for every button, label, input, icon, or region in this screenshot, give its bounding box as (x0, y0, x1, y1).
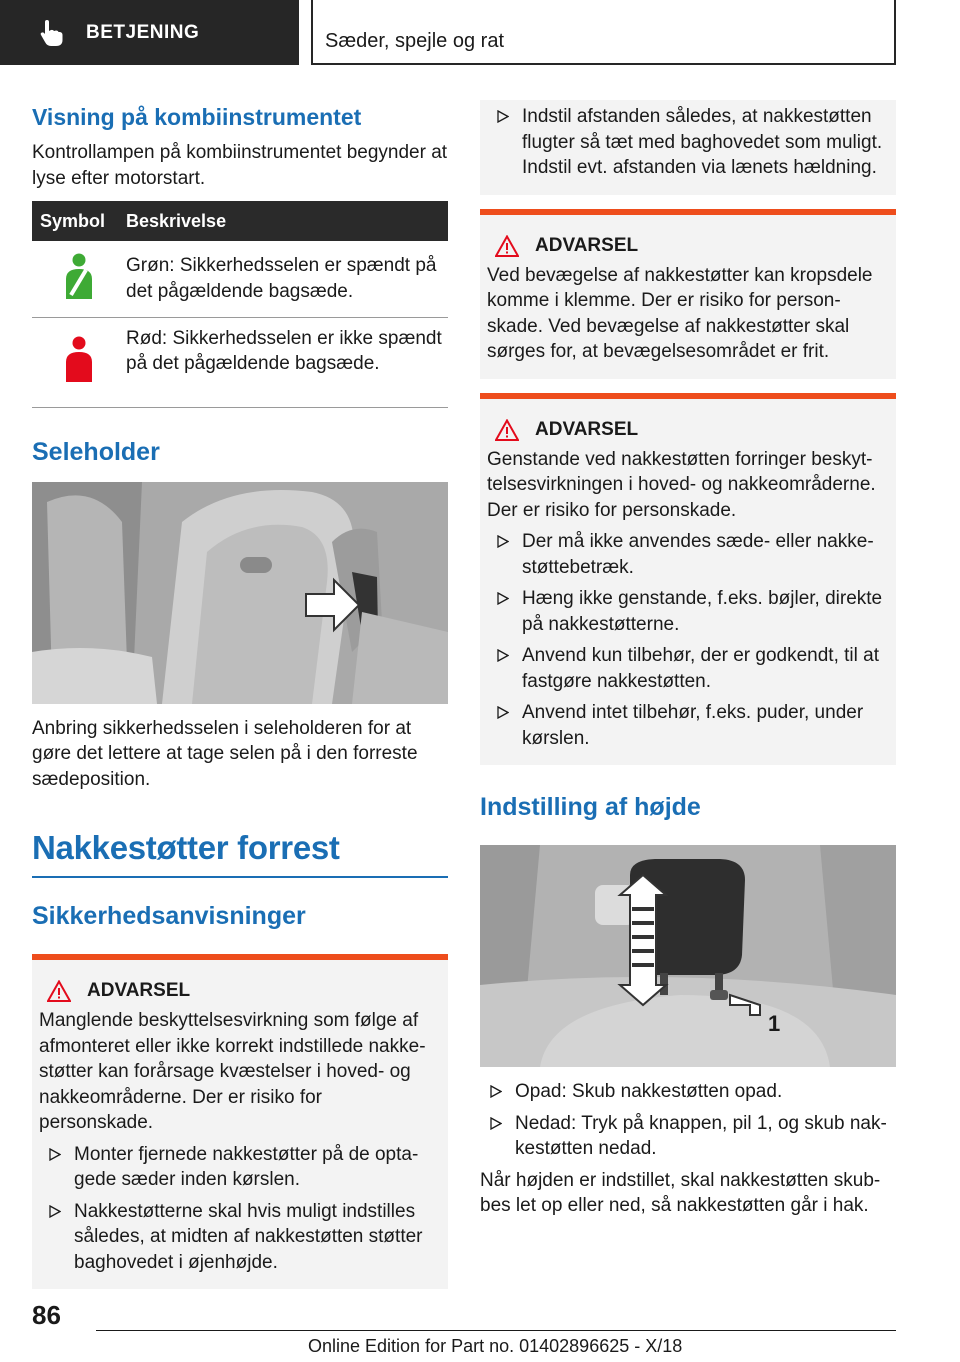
chapter-title: Sæder, spejle og rat (325, 30, 504, 52)
triangle-bullet-icon (490, 1085, 502, 1098)
display-paragraph: Kontrollampen på kombiinstrumentet begynder at lyse efter motorstart. (32, 142, 448, 189)
headrest-photo (480, 845, 896, 1067)
seatbelt-holder-paragraph: Anbring sikkerhedsselen i seleholderen for at gøre det lettere at tage selen på i den forreste sædeposition. (32, 717, 418, 790)
triangle-bullet-icon (497, 592, 509, 605)
display-heading: Visning på kombiinstrumentet (32, 104, 362, 130)
symbol-table (32, 201, 448, 408)
right-column (480, 100, 896, 1219)
left-column (32, 100, 448, 1289)
list-item-text: Indstil afstanden således, at nakkestøtten flugter så tæt med baghovedet som muligt. Indstil evt. afstanden via lænets hældning. (522, 106, 883, 178)
list-item (487, 529, 888, 580)
list-item-text: Hæng ikke genstande, f.eks. bøjler, direkte på nakkestøtterne. (522, 588, 883, 635)
heading-rule (32, 876, 448, 878)
continued-box (480, 100, 896, 195)
table-header-description: Beskrivelse (126, 201, 448, 241)
warning-label: ADVARSEL (535, 418, 639, 440)
triangle-bullet-icon (49, 1148, 61, 1161)
table-cell-desc: Rød: Sikkerhedsselen er ikke spændt på det pågældende bagsæde. (126, 317, 448, 407)
triangle-bullet-icon (497, 649, 509, 662)
header-section-tab (0, 0, 299, 65)
table-row (32, 317, 448, 407)
list-item-text: Opad: Skub nakkestøtten opad. (515, 1081, 783, 1102)
warning-triangle-icon (495, 419, 519, 441)
front-headrests-heading: Nakkestøtter forrest (32, 829, 340, 866)
height-adjust-heading: Indstilling af højde (480, 793, 701, 821)
seatbelt-holder-photo (32, 482, 448, 704)
list-item (480, 1079, 896, 1105)
list-item-text: Nedad: Tryk på knappen, pil 1, og skub nakkestøtten nedad. (515, 1112, 887, 1159)
list-item-text: Der må ikke anvendes sæde- eller nakkestøttebetræk. (522, 531, 874, 578)
seat-illustration (32, 482, 448, 704)
section-title: BETJENING (86, 21, 200, 43)
list-item (487, 643, 888, 694)
callout-number: 1 (768, 1011, 781, 1036)
list-item (39, 1199, 440, 1276)
footer-edition: Online Edition for Part no. 01402896625 - X/18 (308, 1336, 683, 1356)
seatbelt-holder-heading: Seleholder (32, 437, 160, 466)
list-item (487, 104, 888, 181)
warning-text: Ved bevægelse af nakkestøtter kan kropsdele komme i klemme. Der er risiko for personskade. Ved bevægelse af nakkestøtter skal sørges for, at bevægelsesområdet er frit. (487, 264, 873, 362)
warning-triangle-icon (495, 235, 519, 257)
triangle-bullet-icon (49, 1205, 61, 1218)
warning-box (480, 209, 896, 379)
list-item (480, 1111, 896, 1162)
triangle-bullet-icon (497, 535, 509, 548)
triangle-bullet-icon (497, 706, 509, 719)
list-item (487, 586, 888, 637)
table-cell-desc: Grøn: Sikkerhedsselen er spændt på det pågældende bagsæde. (126, 241, 448, 317)
safety-heading: Sikkerhedsanvisninger (32, 902, 306, 930)
warning-box (32, 954, 448, 1289)
warning-label: ADVARSEL (87, 980, 191, 1001)
warning-triangle-icon (47, 980, 71, 1002)
footer-rule (96, 1330, 896, 1331)
header-chapter (311, 0, 896, 65)
warning-text: Genstande ved nakkestøtten forringer beskyttelsesvirkningen i hoved- og nakkeområderne. Der er risiko for personskade. (487, 448, 876, 521)
warning-text: Manglende beskyttelsesvirkning som følge af afmonteret eller ikke korrekt indstillede nakkestøtter kan forårsage kvæstelser i hoved- og nakkeområderne. Der er risiko for personskade. (39, 1010, 426, 1133)
height-adjust-paragraph: Når højden er indstillet, skal nakkestøtten skubbes let op eller ned, så nakkestøtten går i hak. (480, 1169, 881, 1216)
list-item (39, 1142, 440, 1193)
warning-box (480, 393, 896, 766)
triangle-bullet-icon (497, 110, 509, 123)
seatbelt-unfastened-icon (62, 336, 96, 382)
headrest-illustration (480, 845, 896, 1067)
warning-label: ADVARSEL (535, 234, 639, 256)
list-item (487, 700, 888, 751)
table-header-symbol: Symbol (32, 201, 126, 241)
list-item-text: Anvend kun tilbehør, der er godkendt, til at fastgøre nakkestøtten. (522, 645, 879, 692)
triangle-bullet-icon (490, 1117, 502, 1130)
seatbelt-fastened-icon (62, 253, 96, 299)
page-number: 86 (32, 1300, 61, 1330)
list-item-text: Monter fjernede nakkestøtter på de optagede sæder inden kørslen. (74, 1143, 419, 1190)
table-row (32, 241, 448, 317)
hand-pointer-icon (40, 20, 64, 46)
list-item-text: Nakkestøtterne skal hvis muligt indstilles således, at midten af nakkestøtten støtter baghovedet i øjenhøjde. (74, 1200, 423, 1273)
list-item-text: Anvend intet tilbehør, f.eks. puder, under kørslen. (522, 702, 864, 749)
